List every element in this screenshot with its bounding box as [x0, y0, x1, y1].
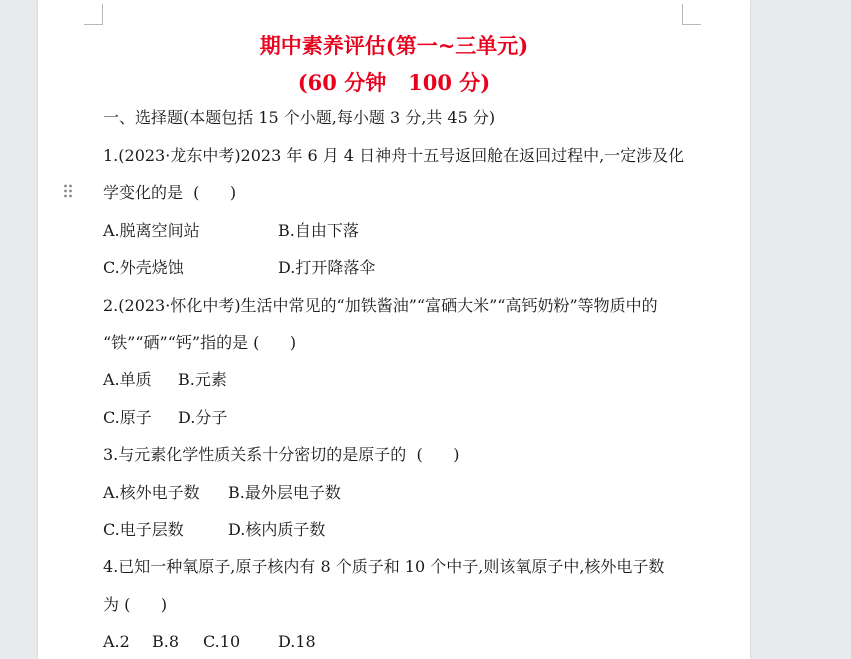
drag-handle-icon-glyph [63, 183, 73, 199]
option-b: B.8 [152, 632, 180, 651]
question-stem-line: 为 ( ) [103, 595, 168, 614]
question-stem-line: “铁”“硒”“钙”指的是 ( ) [103, 333, 297, 352]
option-a: A.核外电子数 [103, 483, 200, 502]
page-corner-mark-top-right [682, 4, 701, 25]
option-b: B.最外层电子数 [228, 483, 341, 502]
question-stem-line: 2.(2023·怀化中考)生活中常见的“加铁酱油”“富硒大米”“高钙奶粉”等物质中的 [103, 296, 658, 315]
option-d: D.核内质子数 [228, 520, 326, 539]
document-subtitle: (60 分钟 100 分) [297, 70, 491, 95]
option-c: C.10 [203, 632, 241, 651]
question-stem-line: 学变化的是 ( ) [103, 183, 237, 202]
option-c: C.原子 [103, 408, 152, 427]
option-d: D.打开降落伞 [278, 258, 376, 277]
document-title: 期中素养评估(第一~三单元) [259, 33, 529, 58]
question-stem-line: 1.(2023·龙东中考)2023 年 6 月 4 日神舟十五号返回舱在返回过程中,一定涉及化 [103, 146, 685, 165]
page-corner-mark-top-left [84, 4, 103, 25]
option-c: C.外壳烧蚀 [103, 258, 184, 277]
option-a: A.2 [103, 632, 130, 651]
option-a: A.脱离空间站 [103, 221, 200, 240]
drag-handle-icon[interactable] [63, 183, 77, 199]
question-stem-line: 4.已知一种氧原子,原子核内有 8 个质子和 10 个中子,则该氧原子中,核外电子数 [103, 557, 665, 576]
document-page [38, 0, 750, 659]
option-b: B.自由下落 [278, 221, 359, 240]
option-c: C.电子层数 [103, 520, 184, 539]
option-a: A.单质 [103, 370, 152, 389]
option-b: B.元素 [178, 370, 227, 389]
option-d: D.分子 [178, 408, 228, 427]
question-stem-line: 3.与元素化学性质关系十分密切的是原子的 ( ) [103, 445, 460, 464]
option-d: D.18 [278, 632, 316, 651]
section-heading: 一、选择题(本题包括 15 个小题,每小题 3 分,共 45 分) [103, 108, 496, 127]
